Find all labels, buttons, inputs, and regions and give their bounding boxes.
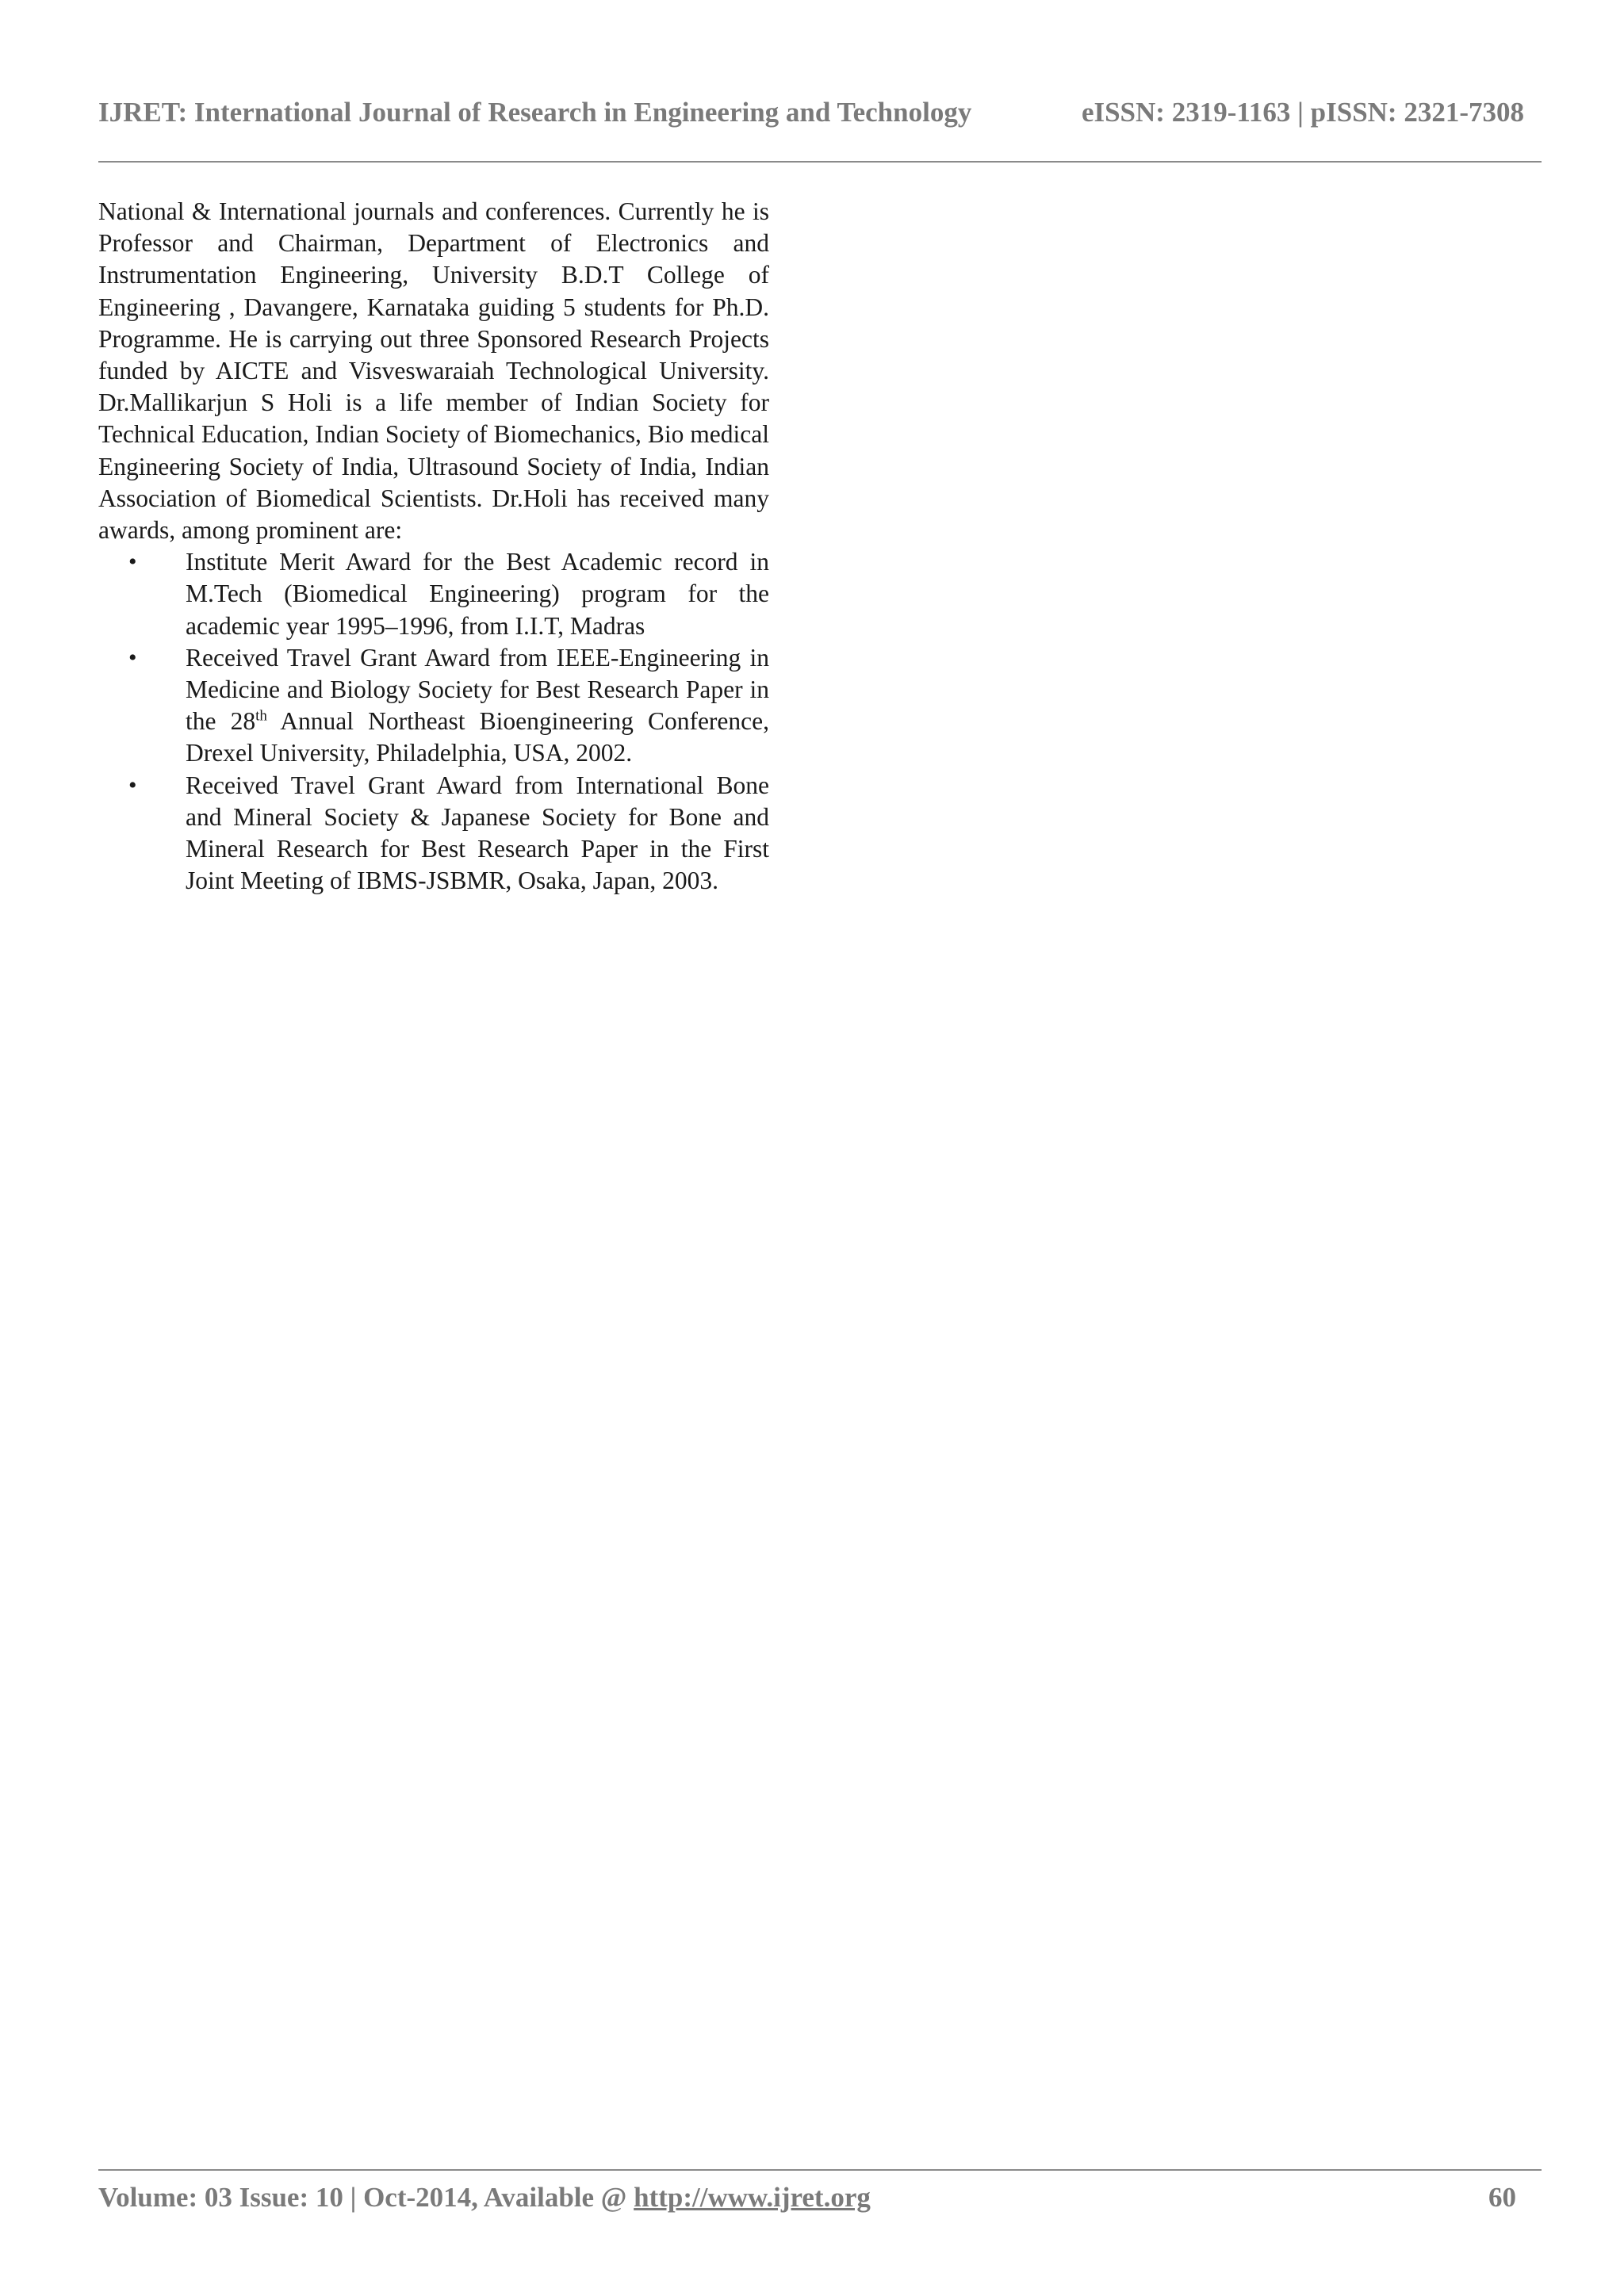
award-text: Received Travel Grant Award from International Bone and Mineral Society & Japanese Society for Bone and Mineral Research for Best Research Paper in the First Joint Meeting of IBMS-JSBMR, Osaka, Japan, 2003. xyxy=(186,771,769,895)
award-text: Institute Merit Award for the Best Academic record in M.Tech (Biomedical Engineering) program for the academic year 1995–1996, from I.I.T, Madras xyxy=(186,548,769,640)
left-column xyxy=(98,196,769,897)
journal-link[interactable]: http://www.ijret.org xyxy=(634,2182,871,2213)
volume-info: Volume: 03 Issue: 10 | Oct-2014, Available @ xyxy=(98,2182,634,2213)
bullet-icon: • xyxy=(128,771,137,798)
running-footer xyxy=(98,2182,1526,2221)
footer-volume xyxy=(98,2182,871,2214)
biography-paragraph: National & International journals and conferences. Currently he is Professor and Chairman, Department of Electronics and Instrumentation Engineering, University B.D.T College of Engineering , Davangere, Karnataka guiding 5 students for Ph.D. Programme. He is carrying out three Sponsored Research Projects funded by AICTE and Visveswaraiah Technological University. Dr.Mallikarjun S Holi is a life member of Indian Society for Technical Education, Indian Society of Biomechanics, Bio medical Engineering Society of India, Ultrasound Society of India, Indian Association of Biomedical Scientists. Dr.Holi has received many awards, among prominent are: xyxy=(98,197,769,545)
running-header xyxy=(98,97,1526,136)
page-number: 60 xyxy=(1488,2182,1516,2213)
bullet-icon: • xyxy=(128,549,137,576)
footer-divider xyxy=(98,2169,1542,2171)
journal-title: IJRET: International Journal of Research in Engineering and Technology xyxy=(98,97,972,128)
award-item xyxy=(98,770,769,897)
award-text-before: Received Travel Grant Award from IEEE-Engineering in Medicine and Biology Society for Best Research Paper in the 28 xyxy=(186,643,769,736)
award-item xyxy=(98,642,769,770)
award-text-after: Annual Northeast Bioengineering Conference, Drexel University, Philadelphia, USA, 2002. xyxy=(186,707,769,767)
header-divider xyxy=(98,161,1542,163)
award-item xyxy=(98,546,769,642)
bullet-icon: • xyxy=(128,644,137,671)
awards-list xyxy=(98,546,769,897)
issn-numbers: eISSN: 2319-1163 | pISSN: 2321-7308 xyxy=(1081,97,1524,128)
ordinal-superscript: th xyxy=(255,707,267,725)
